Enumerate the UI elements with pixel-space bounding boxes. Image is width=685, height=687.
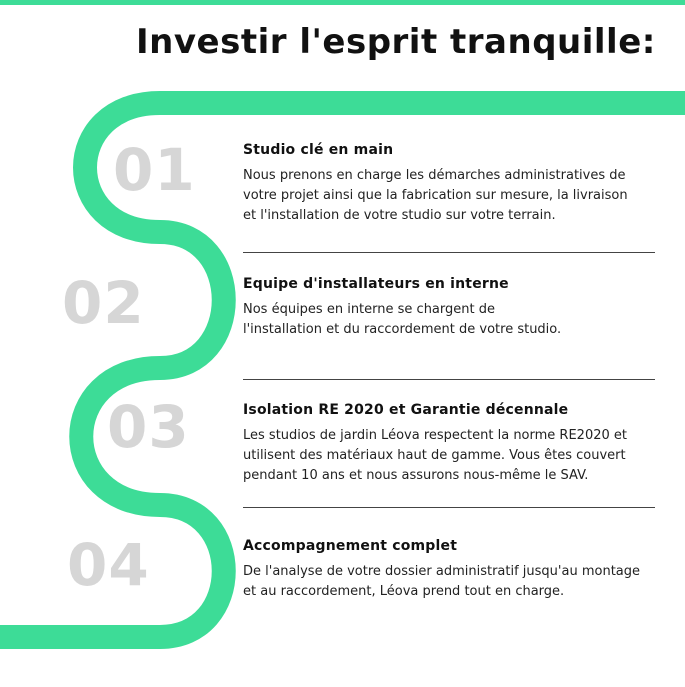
step-4 <box>243 538 663 602</box>
step-4-text <box>243 562 663 602</box>
divider <box>243 507 655 508</box>
step-number-2: 02 <box>62 269 145 337</box>
step-number-1: 01 <box>113 136 196 204</box>
divider <box>243 252 655 253</box>
step-1-text <box>243 166 663 226</box>
step-number-4: 04 <box>67 531 150 599</box>
step-3-text <box>243 426 663 486</box>
divider <box>243 379 655 380</box>
step-3-line: Les studios de jardin Léova respectent la norme RE2020 et <box>243 428 627 443</box>
step-1-line: Nous prenons en charge les démarches administratives de <box>243 168 626 183</box>
step-2-heading: Equipe d'installateurs en interne <box>243 276 509 292</box>
step-4-heading: Accompagnement complet <box>243 538 458 554</box>
step-4-line: De l'analyse de votre dossier administratif jusqu'au montage <box>243 564 641 579</box>
step-1-line: votre projet ainsi que la fabrication sur mesure, la livraison <box>243 188 628 203</box>
step-1 <box>243 142 663 226</box>
step-3 <box>243 402 663 486</box>
page-title: Investir l'esprit tranquille: <box>136 22 656 62</box>
step-3-heading: Isolation RE 2020 et Garantie décennale <box>243 402 569 418</box>
step-number-3: 03 <box>107 393 190 461</box>
step-1-heading: Studio clé en main <box>243 142 394 158</box>
step-2 <box>243 276 663 340</box>
step-4-line: et au raccordement, Léova prend tout en charge. <box>243 584 565 599</box>
step-2-line: l'installation et du raccordement de votre studio. <box>243 322 562 337</box>
step-2-text <box>243 300 663 340</box>
step-3-line: pendant 10 ans et nous assurons nous-même le SAV. <box>243 468 589 483</box>
step-3-line: utilisent des matériaux haut de gamme. Vous êtes couvert <box>243 448 626 463</box>
step-1-line: et l'installation de votre studio sur votre terrain. <box>243 208 556 223</box>
step-2-line: Nos équipes en interne se chargent de <box>243 302 495 317</box>
